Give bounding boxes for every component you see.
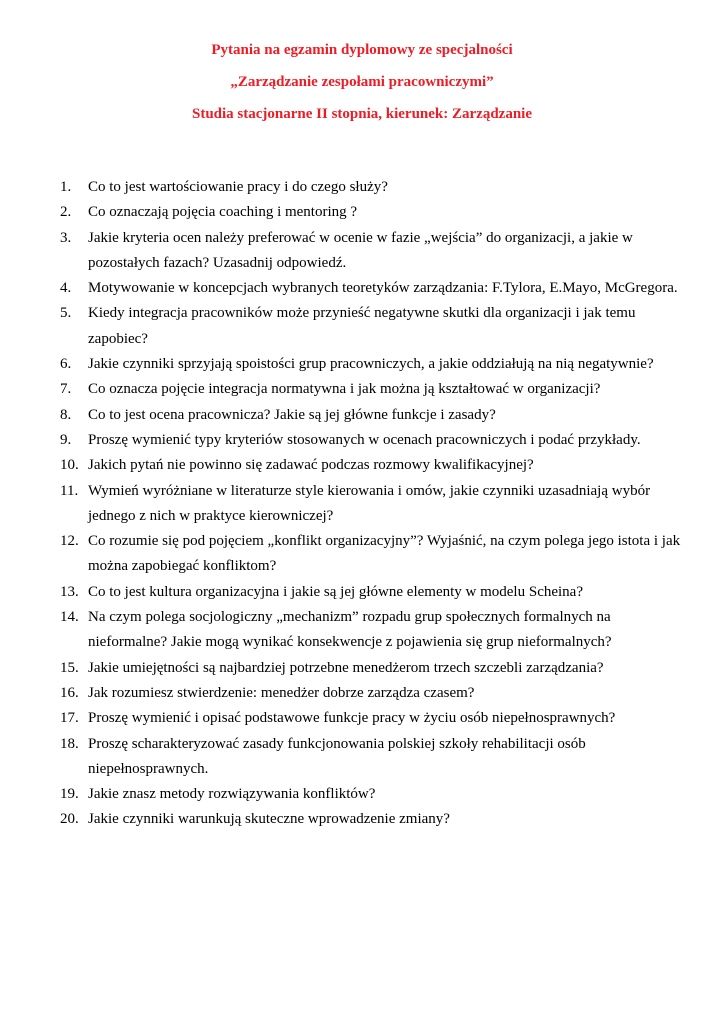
question-item: [60, 681, 690, 706]
question-item: [60, 377, 690, 402]
question-item: [60, 605, 690, 656]
question-number: 10.: [60, 457, 79, 474]
question-text: Co oznacza pojęcie integracja normatywna i jak można ją kształtować w organizacji?: [88, 381, 601, 398]
question-item: [60, 453, 690, 478]
header-title: Pytania na egzamin dyplomowy ze specjalności: [211, 42, 513, 58]
question-number: 1.: [60, 179, 72, 195]
question-item: [60, 807, 690, 832]
question-text: Proszę wymienić typy kryteriów stosowanych w ocenach pracowniczych i podać przykłady.: [88, 431, 641, 448]
question-number: 2.: [60, 204, 72, 221]
question-item: [60, 782, 690, 807]
question-number: 17.: [60, 710, 79, 727]
question-number: 13.: [60, 583, 79, 600]
question-number: 8.: [60, 406, 72, 423]
question-number: 11.: [60, 482, 79, 499]
question-text: Jakich pytań nie powinno się zadawać podczas rozmowy kwalifikacyjnej?: [88, 457, 534, 474]
question-text: Co to jest wartościowanie pracy i do czego służy?: [88, 179, 388, 195]
question-item: [60, 200, 690, 225]
question-text: Co to jest ocena pracownicza? Jakie są jej główne funkcje i zasady?: [88, 406, 496, 423]
header-study-program: Studia stacjonarne II stopnia, kierunek: Zarządzanie: [191, 106, 533, 122]
question-number: 7.: [60, 381, 72, 398]
question-text: Motywowanie w koncepcjach wybranych teoretyków zarządzania: F.Tylora, E.Mayo, McGregora.: [88, 280, 678, 297]
question-item: [60, 226, 690, 277]
question-text: Wymień wyróżniane w literaturze style kierowania i omów, jakie czynniki uzasadniają wybór jednego z nich w praktyce kierowniczej?: [88, 482, 651, 524]
question-item: [60, 706, 690, 731]
question-item: [60, 479, 690, 530]
question-text: Proszę scharakteryzować zasady funkcjonowania polskiej szkoły rehabilitacji osób niepełnosprawnych.: [88, 735, 586, 777]
question-text: Jak rozumiesz stwierdzenie: menedżer dobrze zarządza czasem?: [88, 684, 475, 701]
question-item: [60, 175, 690, 200]
question-item: [60, 656, 690, 681]
question-number: 4.: [60, 280, 72, 297]
question-number: 19.: [60, 786, 79, 803]
question-item: [60, 529, 690, 580]
question-text: Co rozumie się pod pojęciem „konflikt organizacyjny”? Wyjaśnić, na czym polega jego istota i jak można zapobiegać konfliktom?: [88, 533, 681, 575]
question-text: Jakie czynniki warunkują skuteczne wprowadzenie zmiany?: [88, 811, 450, 828]
question-item: [60, 276, 690, 301]
question-item: [60, 428, 690, 453]
question-number: 15.: [60, 659, 79, 676]
question-number: 3.: [60, 229, 72, 246]
question-number: 16.: [60, 684, 79, 701]
question-number: 20.: [60, 811, 79, 828]
question-text: Kiedy integracja pracowników może przynieść negatywne skutki dla organizacji i jak temu zapobiec?: [88, 305, 636, 347]
header-specialization: „Zarządzanie zespołami pracowniczymi”: [230, 74, 494, 90]
question-list: [60, 175, 690, 833]
question-number: 12.: [60, 533, 79, 550]
question-number: 9.: [60, 431, 72, 448]
question-number: 14.: [60, 609, 79, 626]
question-item: [60, 352, 690, 377]
question-text: Jakie czynniki sprzyjają spoistości grup pracowniczych, a jakie oddziałują na nią negatywnie?: [88, 356, 654, 373]
question-item: [60, 580, 690, 605]
question-text: Jakie umiejętności są najbardziej potrzebne menedżerom trzech szczebli zarządzania?: [88, 659, 604, 676]
question-text: Jakie kryteria ocen należy preferować w ocenie w fazie „wejścia” do organizacji, a jakie w pozostałych fazach? Uzasadnij odpowiedź.: [88, 229, 633, 271]
question-text: Jakie znasz metody rozwiązywania konfliktów?: [88, 786, 376, 803]
question-number: 18.: [60, 735, 79, 752]
question-number: 5.: [60, 305, 72, 322]
question-item: [60, 301, 690, 352]
question-text: Co to jest kultura organizacyjna i jakie są jej główne elementy w modelu Scheina?: [88, 583, 583, 600]
question-text: Co oznaczają pojęcia coaching i mentoring ?: [88, 204, 358, 221]
question-text: Na czym polega socjologiczny „mechanizm” rozpadu grup społecznych formalnych na nieformalne? Jakie mogą wynikać konsekwencje z pojawienia się grup nieformalnych?: [88, 609, 612, 651]
question-item: [60, 403, 690, 428]
document-header: [0, 40, 724, 136]
question-item: [60, 732, 690, 783]
question-number: 6.: [60, 356, 72, 373]
question-text: Proszę wymienić i opisać podstawowe funkcje pracy w życiu osób niepełnosprawnych?: [88, 710, 616, 727]
